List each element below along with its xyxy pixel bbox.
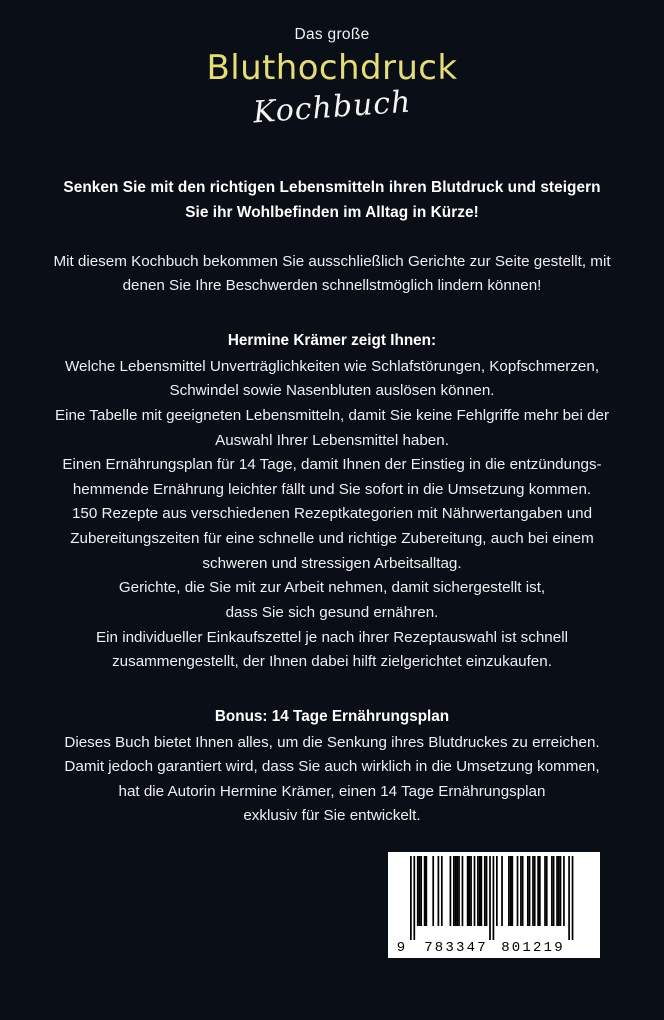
- script-subtitle: Kochbuch: [251, 84, 413, 131]
- cover-copy: [0, 176, 664, 829]
- bonus-line: exklusiv für Sie entwickelt.: [243, 807, 421, 825]
- bonus-block: [22, 705, 642, 829]
- benefits-line: Schwindel sowie Nasenbluten auslösen können.: [169, 382, 495, 400]
- barcode-icon: [388, 852, 600, 958]
- benefits-title: Hermine Krämer zeigt Ihnen:: [227, 331, 437, 349]
- benefits-line: dass Sie sich gesund ernähren.: [225, 603, 439, 621]
- barcode-lead-digit: 9: [396, 940, 406, 956]
- barcode-svg: [388, 852, 600, 958]
- script-title-wrap: [0, 84, 664, 131]
- lead-paragraph: [22, 250, 642, 299]
- benefits-line: Ein individueller Einkaufszettel je nach ihrer Rezeptauswahl ist schnell: [96, 628, 568, 646]
- benefits-line: zusammengestellt, der Ihnen dabei hilft zielgerichtet einzukaufen.: [112, 653, 552, 671]
- headline: [22, 176, 642, 226]
- title-kicker: Das große: [294, 26, 370, 43]
- benefits-block: [22, 329, 642, 675]
- benefits-line: hemmende Ernährung leichter fällt und Sie sofort in die Umsetzung kommen.: [72, 480, 592, 498]
- bonus-title: Bonus: 14 Tage Ernährungsplan: [214, 707, 450, 725]
- bonus-line: Dieses Buch bietet Ihnen alles, um die Senkung ihres Blutdruckes zu erreichen.: [64, 733, 600, 751]
- barcode-left-group: 783347: [424, 940, 488, 956]
- masthead: [0, 0, 664, 131]
- benefits-line: schweren und stressigen Arbeitsalltag.: [202, 554, 462, 572]
- bonus-line: Damit jedoch garantiert wird, dass Sie auch wirklich in die Umsetzung kommen,: [64, 758, 600, 776]
- benefits-line: Gerichte, die Sie mit zur Arbeit nehmen, damit sichergestellt ist,: [118, 579, 546, 597]
- headline-line-2: Sie ihr Wohlbefinden im Alltag in Kürze!: [185, 203, 479, 221]
- bonus-line: hat die Autorin Hermine Krämer, einen 14 Tage Ernährungsplan: [118, 782, 546, 800]
- benefits-line: Einen Ernährungsplan für 14 Tage, damit Ihnen der Einstieg in die entzündungs-: [62, 456, 602, 474]
- benefits-line: Auswahl Ihrer Lebensmittel haben.: [215, 431, 449, 449]
- book-title: Bluthochdruck: [206, 48, 458, 89]
- headline-line-1: Senken Sie mit den richtigen Lebensmitteln ihren Blutdruck und steigern: [63, 178, 601, 196]
- benefits-line: Welche Lebensmittel Unverträglichkeiten wie Schlafstörungen, Kopfschmerzen,: [64, 357, 600, 375]
- benefits-line: 150 Rezepte aus verschiedenen Rezeptkategorien mit Nährwertangaben und: [71, 505, 593, 523]
- lead-line-2: denen Sie Ihre Beschwerden schnellstmöglich lindern können!: [122, 277, 542, 295]
- barcode-right-group: 801219: [501, 940, 565, 956]
- benefits-line: Zubereitungszeiten für eine schnelle und richtige Zubereitung, auch bei einem: [70, 530, 594, 548]
- lead-line-1: Mit diesem Kochbuch bekommen Sie ausschließlich Gerichte zur Seite gestellt, mit: [53, 252, 611, 270]
- benefits-line: Eine Tabelle mit geeigneten Lebensmitteln, damit Sie keine Fehlgriffe mehr bei der: [54, 406, 610, 424]
